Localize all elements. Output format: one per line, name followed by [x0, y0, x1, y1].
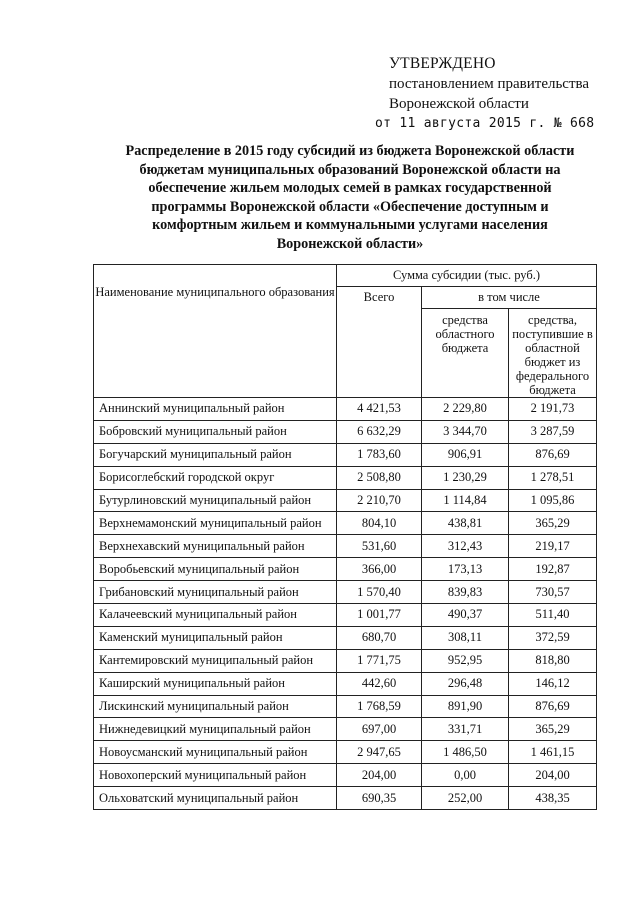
federal-cell: 438,35 [509, 787, 597, 810]
federal-cell: 3 287,59 [509, 420, 597, 443]
regional-cell: 490,37 [422, 604, 509, 627]
heading-line: программы Воронежской области «Обеспечение доступным и [151, 198, 549, 215]
table-row [94, 649, 597, 672]
municipality-cell: Каширский муниципальный район [94, 672, 337, 695]
table-row [94, 535, 597, 558]
heading-line: комфортным жильем и коммунальными услугами населения [152, 217, 548, 233]
municipality-cell: Богучарский муниципальный район [94, 443, 337, 466]
regional-cell: 906,91 [422, 443, 509, 466]
total-cell: 2 508,80 [337, 466, 422, 489]
regional-cell: 438,81 [422, 512, 509, 535]
document-heading [100, 142, 600, 253]
municipality-cell: Аннинский муниципальный район [94, 398, 337, 421]
table-row [94, 558, 597, 581]
table-row [94, 512, 597, 535]
total-cell: 1 001,77 [337, 604, 422, 627]
table-row [94, 764, 597, 787]
table-row [94, 420, 597, 443]
table-row [94, 581, 597, 604]
table-body [94, 398, 597, 810]
municipality-cell: Бутурлиновский муниципальный район [94, 489, 337, 512]
header-regional-budget: средства областного бюджета [422, 309, 509, 398]
municipality-cell: Лискинский муниципальный район [94, 695, 337, 718]
federal-cell: 192,87 [509, 558, 597, 581]
federal-cell: 365,29 [509, 718, 597, 741]
total-cell: 1 570,40 [337, 581, 422, 604]
table-row [94, 466, 597, 489]
municipality-cell: Борисоглебский городской округ [94, 466, 337, 489]
table-row [94, 626, 597, 649]
federal-cell: 372,59 [509, 626, 597, 649]
table-row [94, 672, 597, 695]
municipality-cell: Нижнедевицкий муниципальный район [94, 718, 337, 741]
approval-title: УТВЕРЖДЕНО [389, 55, 496, 72]
regional-cell: 308,11 [422, 626, 509, 649]
total-cell: 204,00 [337, 764, 422, 787]
federal-cell: 730,57 [509, 581, 597, 604]
federal-cell: 146,12 [509, 672, 597, 695]
heading-line: Распределение в 2015 году субсидий из бюджета Воронежской области [125, 143, 575, 159]
header-total: Всего [337, 287, 422, 398]
regional-cell: 252,00 [422, 787, 509, 810]
regional-cell: 839,83 [422, 581, 509, 604]
heading-line: обеспечение жильем молодых семей в рамках государственной [148, 180, 552, 196]
total-cell: 690,35 [337, 787, 422, 810]
municipality-cell: Каменский муниципальный район [94, 626, 337, 649]
total-cell: 2 210,70 [337, 489, 422, 512]
federal-cell: 876,69 [509, 443, 597, 466]
table-row [94, 695, 597, 718]
federal-cell: 1 278,51 [509, 466, 597, 489]
total-cell: 1 783,60 [337, 443, 422, 466]
municipality-cell: Грибановский муниципальный район [94, 581, 337, 604]
total-cell: 804,10 [337, 512, 422, 535]
regional-cell: 296,48 [422, 672, 509, 695]
total-cell: 442,60 [337, 672, 422, 695]
federal-cell: 1 461,15 [509, 741, 597, 764]
regional-cell: 1 230,29 [422, 466, 509, 489]
regional-cell: 952,95 [422, 649, 509, 672]
total-cell: 1 768,59 [337, 695, 422, 718]
federal-cell: 818,80 [509, 649, 597, 672]
heading-line: бюджетам муниципальных образований Воронежской области на [139, 161, 561, 178]
subsidy-table [93, 264, 597, 810]
federal-cell: 876,69 [509, 695, 597, 718]
regional-cell: 331,71 [422, 718, 509, 741]
table-row [94, 787, 597, 810]
table-row [94, 398, 597, 421]
approval-block [375, 54, 629, 134]
federal-cell: 1 095,86 [509, 489, 597, 512]
approval-line-2: Воронежской области [389, 96, 529, 112]
municipality-cell: Кантемировский муниципальный район [94, 649, 337, 672]
regional-cell: 2 229,80 [422, 398, 509, 421]
header-federal-budget: средства, поступившие в областной бюджет из федерального бюджета [509, 309, 597, 398]
municipality-cell: Верхнехавский муниципальный район [94, 535, 337, 558]
total-cell: 2 947,65 [337, 741, 422, 764]
municipality-cell: Калачеевский муниципальный район [94, 604, 337, 627]
table-row [94, 741, 597, 764]
federal-cell: 204,00 [509, 764, 597, 787]
table-row [94, 718, 597, 741]
federal-cell: 511,40 [509, 604, 597, 627]
table-row [94, 443, 597, 466]
approval-date: от 11 августа 2015 г. № 668 [375, 116, 595, 131]
municipality-cell: Бобровский муниципальный район [94, 420, 337, 443]
municipality-cell: Верхнемамонский муниципальный район [94, 512, 337, 535]
total-cell: 366,00 [337, 558, 422, 581]
regional-cell: 173,13 [422, 558, 509, 581]
federal-cell: 2 191,73 [509, 398, 597, 421]
total-cell: 1 771,75 [337, 649, 422, 672]
regional-cell: 891,90 [422, 695, 509, 718]
regional-cell: 1 486,50 [422, 741, 509, 764]
municipality-cell: Новохоперский муниципальный район [94, 764, 337, 787]
federal-cell: 219,17 [509, 535, 597, 558]
total-cell: 4 421,53 [337, 398, 422, 421]
regional-cell: 0,00 [422, 764, 509, 787]
total-cell: 697,00 [337, 718, 422, 741]
municipality-cell: Ольховатский муниципальный район [94, 787, 337, 810]
regional-cell: 312,43 [422, 535, 509, 558]
municipality-cell: Новоусманский муниципальный район [94, 741, 337, 764]
table-row [94, 489, 597, 512]
federal-cell: 365,29 [509, 512, 597, 535]
header-municipality: Наименование муниципального образования [94, 265, 337, 398]
regional-cell: 1 114,84 [422, 489, 509, 512]
regional-cell: 3 344,70 [422, 420, 509, 443]
header-subsidy-sum: Сумма субсидии (тыс. руб.) [337, 265, 597, 287]
municipality-cell: Воробьевский муниципальный район [94, 558, 337, 581]
total-cell: 6 632,29 [337, 420, 422, 443]
table-row [94, 604, 597, 627]
approval-line-1: постановлением правительства [389, 76, 590, 92]
header-including: в том числе [422, 287, 597, 309]
total-cell: 531,60 [337, 535, 422, 558]
heading-line: Воронежской области» [276, 235, 424, 252]
total-cell: 680,70 [337, 626, 422, 649]
